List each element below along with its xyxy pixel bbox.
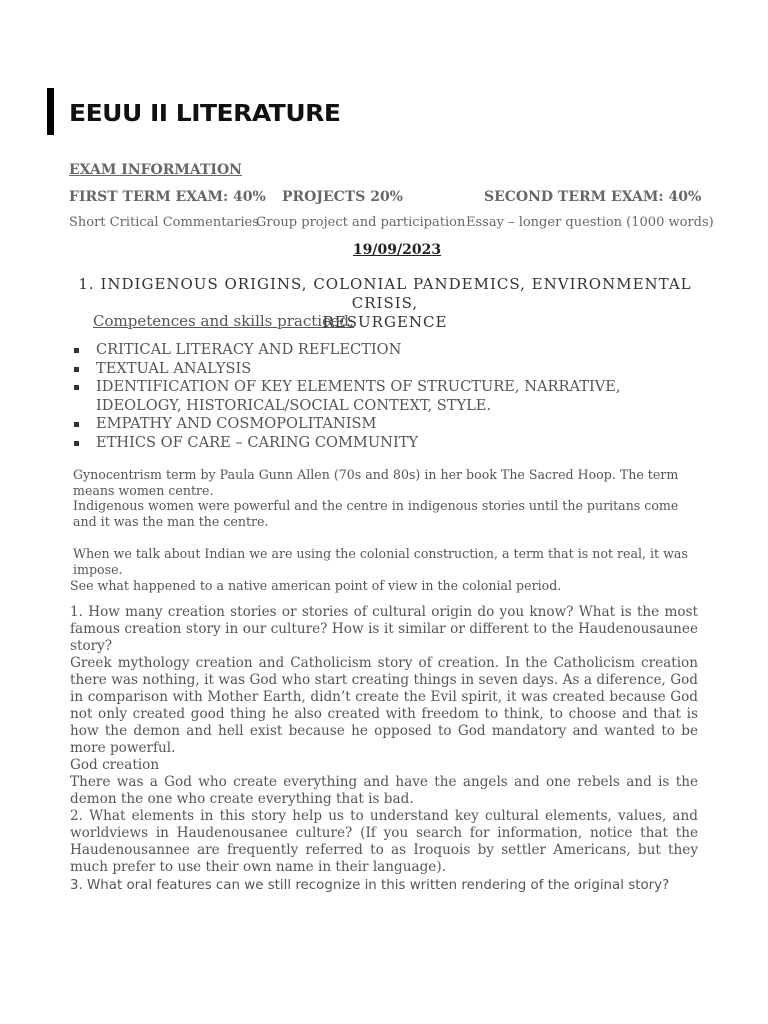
skill-item: TEXTUAL ANALYSIS: [70, 360, 690, 379]
exam-information-label: EXAM INFORMATION: [69, 162, 242, 178]
note-indian-term: When we talk about Indian we are using the colonial construction, a term that is not real, it was impose.: [73, 546, 688, 577]
square-bullet-icon: [74, 367, 79, 372]
god-creation-label: God creation: [70, 757, 160, 773]
projects-weight: PROJECTS 20%: [282, 189, 403, 205]
document-title: EEUU II LITERATURE: [69, 100, 341, 127]
question-1: [70, 604, 698, 655]
first-term-description: Short Critical Commentaries: [69, 215, 259, 230]
section-heading-line-1: 1. INDIGENOUS ORIGINS, COLONIAL PANDEMICS, ENVIRONMENTAL CRISIS,: [78, 275, 692, 312]
session-date: 19/09/2023: [352, 242, 442, 258]
first-term-exam: FIRST TERM EXAM: 40%: [69, 189, 266, 205]
projects-description: Group project and participation: [256, 215, 466, 230]
answer-block: [70, 655, 698, 876]
answer-1-text: Greek mythology creation and Catholicism story of creation. In the Catholicism creation there was nothing, it was God who start creating things in seven days. As a diference, God in comparison with Mother Earth, didn’t create the Evil spirit, it was created because God not only created good thing he also created with freedom to think, to choose and that is how the demon and hell exist because he opposed to God mandatory and wanted to be more powerful.: [70, 655, 698, 756]
square-bullet-icon: [74, 422, 79, 427]
square-bullet-icon: [74, 385, 79, 390]
title-accent-bar: [47, 88, 54, 135]
note-see-what: See what happened to a native american point of view in the colonial period.: [70, 578, 562, 593]
section-heading-line-2: RESURGENCE: [322, 313, 448, 331]
skill-item: CRITICAL LITERACY AND REFLECTION: [70, 341, 690, 360]
square-bullet-icon: [74, 441, 79, 446]
god-creation-text: There was a God who create everything and have the angels and one rebels and is the demon the one who create everything that is bad.: [70, 774, 698, 807]
notes-indian: [73, 546, 693, 577]
question-1-text: 1. How many creation stories or stories of cultural origin do you know? What is the most famous creation story in our culture? How is it similar or different to the Haudenousaunee story?: [70, 604, 698, 654]
note-gynocentrism: Gynocentrism term by Paula Gunn Allen (70s and 80s) in her book The Sacred Hoop. The term means women centre.: [73, 467, 679, 498]
second-term-exam: SECOND TERM EXAM: 40%: [484, 189, 702, 205]
skill-item: EMPATHY AND COSMOPOLITANISM: [70, 415, 690, 434]
skill-item: IDENTIFICATION OF KEY ELEMENTS OF STRUCTURE, NARRATIVE, IDEOLOGY, HISTORICAL/SOCIAL CONTEXT, STYLE.: [70, 378, 690, 415]
competences-label: Competences and skills practiced:: [93, 312, 355, 330]
notes-gynocentrism: [73, 467, 693, 529]
second-term-description: Essay – longer question (1000 words): [466, 215, 714, 230]
square-bullet-icon: [74, 348, 79, 353]
skill-item: ETHICS OF CARE – CARING COMMUNITY: [70, 434, 690, 453]
skills-list: [70, 341, 690, 452]
question-3-text: 3. What oral features can we still recognize in this written rendering of the original story?: [70, 878, 670, 893]
question-2-text: 2. What elements in this story help us to understand key cultural elements, values, and worldviews in Haudenousanee culture? (If you search for information, notice that the Haudenousannee are frequently referred to as Iroquois by settler Americans, but they much prefer to use their own name in their language).: [70, 808, 698, 875]
note-indigenous-women: Indigenous women were powerful and the centre in indigenous stories until the puritans come and it was the man the centre.: [73, 498, 679, 529]
